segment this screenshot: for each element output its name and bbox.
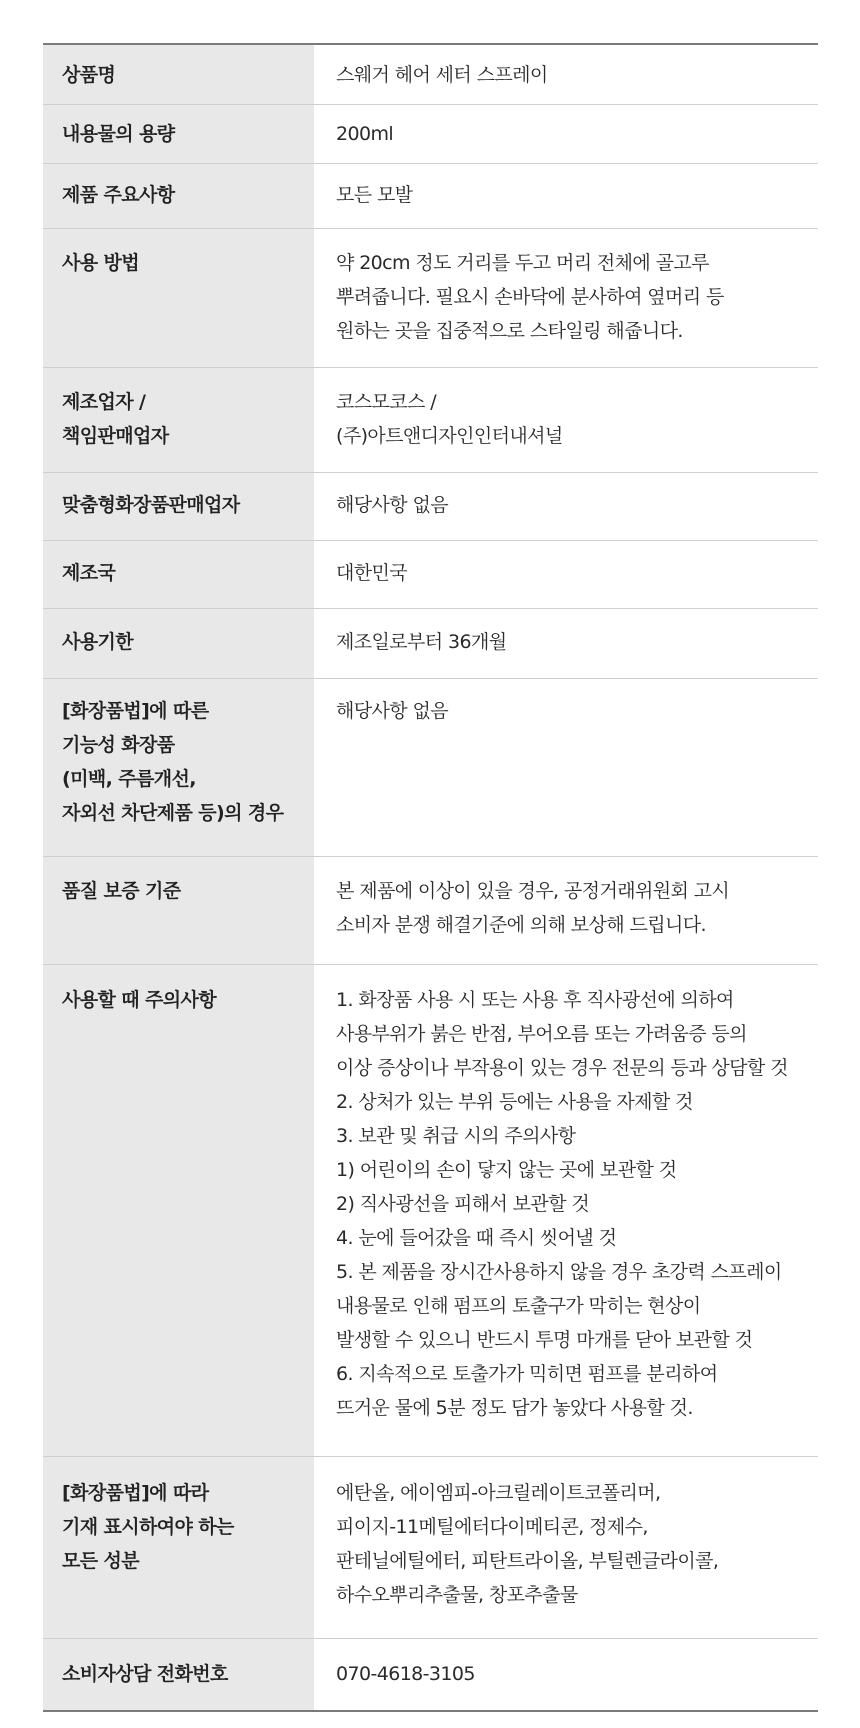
row-label: 소비자상담 전화번호 <box>62 1663 228 1685</box>
row-manufacturer <box>43 368 818 473</box>
row-volume <box>43 105 818 164</box>
label-cell <box>43 44 314 105</box>
row-quality-guarantee <box>43 857 818 965</box>
label-cell <box>43 164 314 229</box>
label-cell <box>43 965 314 1457</box>
label-cell <box>43 609 314 679</box>
value-cell <box>314 164 818 229</box>
value-cell <box>314 679 818 857</box>
row-value: 해당사항 없음 <box>336 700 448 722</box>
value-cell <box>314 609 818 679</box>
row-functional-cosmetics <box>43 679 818 857</box>
label-cell <box>43 105 314 164</box>
row-value: 약 20cm 정도 거리를 두고 머리 전체에 골고루 뿌려줍니다. 필요시 손바닥에 분사하여 옆머리 등 원하는 곳을 집중적으로 스타일링 해줍니다. <box>336 252 724 342</box>
row-label: 사용할 때 주의사항 <box>62 989 217 1011</box>
row-value: 제조일로부터 36개월 <box>336 631 507 653</box>
row-label: 품질 보증 기준 <box>62 880 181 902</box>
value-cell <box>314 229 818 368</box>
value-cell <box>314 857 818 965</box>
label-cell <box>43 679 314 857</box>
row-value: 코스모코스 / (주)아트앤디자인인터내셔널 <box>336 391 563 447</box>
row-value: 070-4618-3105 <box>336 1663 475 1685</box>
value-cell <box>314 1457 818 1639</box>
row-label: 제조업자 / 책임판매업자 <box>62 391 169 447</box>
row-main-spec <box>43 164 818 229</box>
row-value: 1. 화장품 사용 시 또는 사용 후 직사광선에 의하여 사용부위가 붉은 반점, 부어오름 또는 가려움증 등의 이상 증상이나 부작용이 있는 경우 전문의 등과 상담할 것 2. 상처가 있는 부위 등에는 사용을 자제할 것 3. 보관 및 취급 시의 주의사항 1) 어린이의 손이 닿지 않는 곳에 보관할 것 2) 직사광선을 피해서 보관할 것 4. 눈에 들어갔을 때 즉시 씻어낼 것 5. 본 제품을 장시간사용하지 않을 경우 초강력 스프레이 내용물로 인해 펌프의 토출구가 막히는 현상이 발생할 수 있으니 반드시 투명 마개를 닫아 보관할 것 6. 지속적으로 토출가가 믹히면 펌프를 분리하여 뜨거운 물에 5분 정도 담가 놓았다 사용할 것. <box>336 989 788 1419</box>
row-ingredients <box>43 1457 818 1639</box>
row-value: 스웨거 헤어 세터 스프레이 <box>336 64 548 86</box>
value-cell <box>314 1639 818 1712</box>
label-cell <box>43 857 314 965</box>
row-expiry <box>43 609 818 679</box>
row-label: 제품 주요사항 <box>62 184 175 206</box>
row-label: 사용기한 <box>62 631 134 653</box>
value-cell <box>314 368 818 473</box>
row-value: 모든 모발 <box>336 184 413 206</box>
row-label: 사용 방법 <box>62 252 140 274</box>
row-product-name <box>43 44 818 105</box>
label-cell <box>43 229 314 368</box>
value-cell <box>314 541 818 609</box>
row-label: 제조국 <box>62 562 116 584</box>
row-value: 200ml <box>336 123 394 145</box>
row-precautions <box>43 965 818 1457</box>
row-country <box>43 541 818 609</box>
row-consumer-phone <box>43 1639 818 1712</box>
label-cell <box>43 1639 314 1712</box>
label-cell <box>43 541 314 609</box>
value-cell <box>314 44 818 105</box>
label-cell <box>43 368 314 473</box>
product-info-table <box>43 43 818 1712</box>
row-label: 맞춤형화장품판매업자 <box>62 494 240 516</box>
row-label: 상품명 <box>62 64 116 86</box>
row-label: 내용물의 용량 <box>62 123 175 145</box>
row-usage <box>43 229 818 368</box>
label-cell <box>43 1457 314 1639</box>
value-cell <box>314 473 818 541</box>
value-cell <box>314 965 818 1457</box>
row-custom-seller <box>43 473 818 541</box>
value-cell <box>314 105 818 164</box>
row-value: 해당사항 없음 <box>336 494 448 516</box>
label-cell <box>43 473 314 541</box>
row-value: 대한민국 <box>336 562 408 584</box>
row-label: [화장품법]에 따른 기능성 화장품 (미백, 주름개선, 자외선 차단제품 등)의 경우 <box>62 700 284 824</box>
row-value: 본 제품에 이상이 있을 경우, 공정거래위원회 고시 소비자 분쟁 해결기준에 의해 보상해 드립니다. <box>336 880 730 936</box>
row-label: [화장품법]에 따라 기재 표시하여야 하는 모든 성분 <box>62 1482 234 1572</box>
row-value: 에탄올, 에이엠피-아크릴레이트코폴리머, 피이지-11메틸에터다이메티콘, 정제수, 판테닐에틸에터, 피탄트라이올, 부틸렌글라이콜, 하수오뿌리추출물, 창포추출물 <box>336 1482 719 1606</box>
